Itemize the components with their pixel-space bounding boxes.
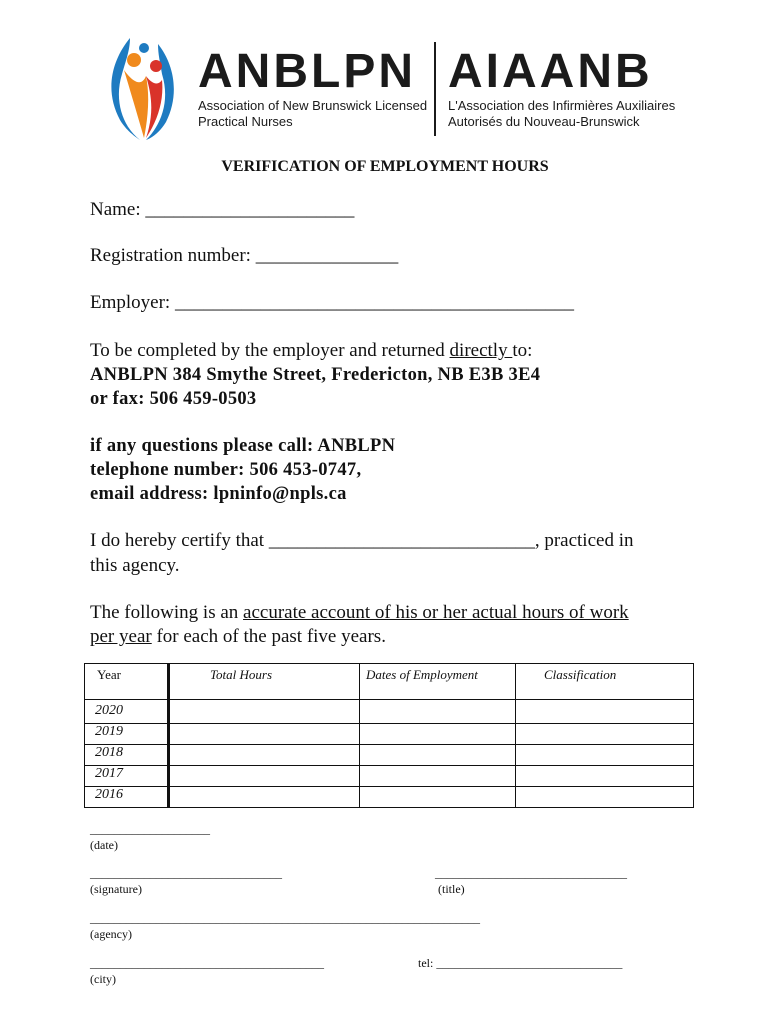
total-hours-cell[interactable] [169,766,360,787]
registration-number-field[interactable]: Registration number: _______________ [90,245,399,266]
following-underlined-1: accurate account of his or her actual hours of work [243,602,629,623]
agency-blank[interactable]: _________________________________________________________________ [90,911,480,925]
questions-line: if any questions please call: ANBLPN [90,436,396,456]
year-cell: 2019 [85,724,169,745]
en-org-name-line2: Practical Nurses [198,114,293,129]
following-underlined-2: per year [90,626,152,647]
following-line-2 [90,625,386,649]
table-row [85,700,694,724]
header-year: Year [85,664,169,700]
employer-field[interactable]: Employer: __________________________________________ [90,292,574,313]
agency-label: (agency) [90,927,132,941]
dates-cell[interactable] [360,766,516,787]
certify-line-2: this agency. [90,555,180,576]
table-row [85,724,694,745]
table-row [85,787,694,808]
title-blank[interactable]: ________________________________ [435,866,627,880]
en-org-name-line1: Association of New Brunswick Licensed [198,98,428,113]
table-row [85,766,694,787]
instructions-underlined: directly [449,340,513,361]
header-total-hours: Total Hours [169,664,360,700]
hours-table [84,663,694,808]
address-line: ANBLPN 384 Smythe Street, Fredericton, NB E3B 3E4 [90,365,541,385]
aiaanb-acronym: AIAANB [448,45,653,98]
title-label: (title) [438,882,465,896]
table-header-row [85,664,694,700]
certify-line-1[interactable]: I do hereby certify that ____________________________, practiced in [90,530,634,551]
table-row [85,745,694,766]
classification-cell[interactable] [516,766,694,787]
header-classification: Classification [516,664,694,700]
fr-org-name-line1: L'Association des Infirmières Auxiliaires [448,98,676,113]
form-title: VERIFICATION OF EMPLOYMENT HOURS [221,158,549,175]
year-cell: 2017 [85,766,169,787]
telephone-line: telephone number: 506 453-0747, [90,460,362,480]
fr-org-name-line2: Autorisés du Nouveau-Brunswick [448,114,640,129]
dates-cell[interactable] [360,700,516,724]
instructions-pre: To be completed by the employer and returned [90,340,450,361]
fax-line: or fax: 506 459-0503 [90,389,257,409]
dates-cell[interactable] [360,724,516,745]
email-line: email address: lpninfo@npls.ca [90,484,347,504]
following-pre: The following is an [90,602,244,623]
classification-cell[interactable] [516,787,694,808]
signature-label: (signature) [90,882,142,896]
total-hours-cell[interactable] [169,700,360,724]
classification-cell[interactable] [516,745,694,766]
instructions-text [90,339,532,363]
classification-cell[interactable] [516,724,694,745]
header-dates-of-employment: Dates of Employment [360,664,516,700]
total-hours-cell[interactable] [169,787,360,808]
year-cell: 2020 [85,700,169,724]
anblpn-acronym: ANBLPN [198,45,416,98]
classification-cell[interactable] [516,700,694,724]
city-blank[interactable]: _______________________________________ [90,956,324,970]
name-field[interactable]: Name: ______________________ [90,199,355,220]
year-cell: 2018 [85,745,169,766]
anblpn-logo-icon [100,30,190,142]
dates-cell[interactable] [360,787,516,808]
date-label: (date) [90,838,118,852]
instructions-post: to: [512,340,533,361]
following-line-1 [90,601,629,625]
following-post: for each of the past five years. [151,626,386,647]
logo-divider [434,42,436,136]
signature-blank[interactable]: ________________________________ [90,866,282,880]
city-label: (city) [90,972,116,986]
dates-cell[interactable] [360,745,516,766]
tel-field[interactable]: tel: _______________________________ [418,956,623,970]
total-hours-cell[interactable] [169,745,360,766]
date-blank[interactable]: ____________________ [90,822,210,836]
year-cell: 2016 [85,787,169,808]
total-hours-cell[interactable] [169,724,360,745]
